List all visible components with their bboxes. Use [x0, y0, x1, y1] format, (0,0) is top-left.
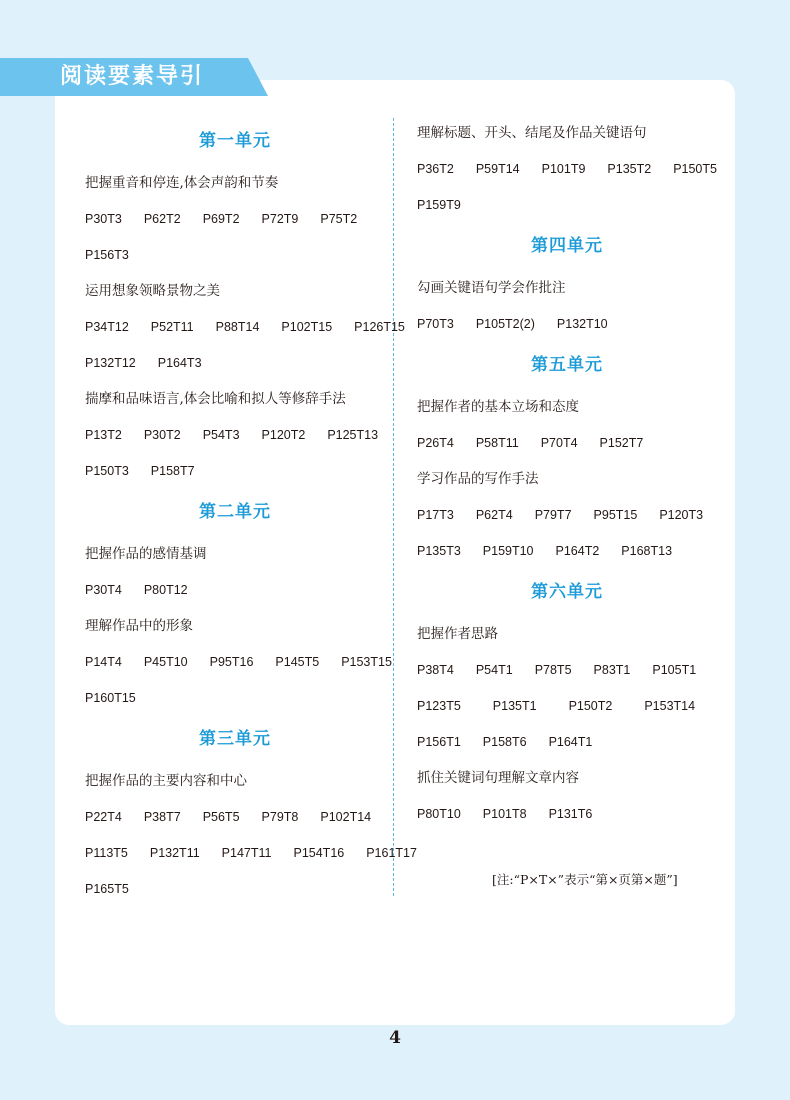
ref-code: P158T6: [482, 735, 527, 749]
section-topic: 勾画关键语句学会作批注: [417, 280, 566, 296]
ref-code: P150T5: [673, 162, 717, 176]
ref-line: [85, 309, 405, 345]
unit-block: [85, 127, 405, 489]
ref-code: P101T9: [541, 162, 586, 176]
section-topic: 理解标题、开头、结尾及作品关键语句: [417, 125, 647, 141]
ref-line: [85, 453, 385, 489]
page-title: 阅读要素导引: [60, 64, 205, 89]
ref-code: P145T5: [275, 655, 320, 669]
ref-code: P156T1: [417, 735, 461, 749]
unit-title: 第六单元: [531, 582, 603, 602]
ref-code: P95T16: [209, 655, 254, 669]
ref-line: [417, 533, 717, 569]
ref-line: [417, 306, 717, 342]
ref-code: P88T14: [215, 320, 260, 334]
ref-code: P135T3: [417, 544, 461, 558]
right-units: [417, 232, 717, 832]
unit-title: 第五单元: [531, 355, 603, 375]
unit-block: [417, 232, 717, 342]
ref-line: [417, 151, 717, 187]
ref-code: P30T2: [143, 428, 181, 442]
section-topic: 把握重音和停连,体会声韵和节奏: [85, 175, 279, 191]
footnote: [注:“P×T×”表示“第×页第×题”]: [492, 872, 678, 887]
ref-code: P22T4: [85, 810, 122, 824]
ref-line: [417, 796, 717, 832]
ref-code: P164T1: [548, 735, 593, 749]
ref-code: P58T11: [475, 436, 519, 450]
ref-code: P13T2: [85, 428, 122, 442]
ref-code: P72T9: [261, 212, 299, 226]
unit-title: 第四单元: [531, 236, 603, 256]
ref-code: P123T5: [417, 699, 461, 713]
unit-block: [85, 725, 417, 907]
ref-line: [85, 644, 392, 680]
ref-code: P120T3: [659, 508, 704, 522]
section-topic: 理解作品中的形象: [85, 618, 193, 634]
ref-code: P62T2: [143, 212, 181, 226]
ref-line: [417, 652, 717, 688]
ref-code: P160T15: [85, 691, 136, 705]
unit-block: [417, 578, 717, 832]
ref-code: P105T1: [652, 663, 697, 677]
ref-code: P153T14: [644, 699, 696, 713]
ref-code: P120T2: [261, 428, 306, 442]
ref-code: P70T3: [417, 317, 454, 331]
ref-code: P45T10: [143, 655, 188, 669]
ref-line: [85, 345, 385, 381]
ref-line: [417, 187, 717, 223]
ref-code: P125T13: [327, 428, 379, 442]
ref-line: [417, 688, 717, 724]
ref-code: P38T7: [143, 810, 181, 824]
unit-title: 第三单元: [199, 729, 271, 749]
section-topic: 抓住关键词句理解文章内容: [417, 770, 579, 786]
unit-title: 第一单元: [199, 131, 271, 151]
unit-block: [85, 498, 392, 716]
ref-code: P75T2: [320, 212, 358, 226]
ref-code: P135T1: [492, 699, 537, 713]
unit-block: [417, 351, 717, 569]
section-topic: 把握作者的基本立场和态度: [417, 399, 579, 415]
section-refs: [417, 151, 717, 223]
ref-line: [85, 237, 385, 273]
ref-code: P14T4: [85, 655, 122, 669]
ref-code: P159T9: [417, 198, 461, 212]
ref-code: P30T4: [85, 583, 122, 597]
ref-code: P159T10: [482, 544, 534, 558]
ref-code: P95T15: [593, 508, 638, 522]
ref-code: P70T4: [540, 436, 578, 450]
ref-code: P79T8: [261, 810, 299, 824]
ref-code: P36T2: [417, 162, 454, 176]
ref-line: [417, 425, 717, 461]
ref-code: P54T3: [202, 428, 240, 442]
ref-code: P102T14: [320, 810, 372, 824]
section-topic: 把握作者思路: [417, 626, 498, 642]
ref-line: [85, 572, 385, 608]
section-topic: 把握作品的主要内容和中心: [85, 773, 247, 789]
ref-code: P38T4: [417, 663, 454, 677]
ref-code: P79T7: [534, 508, 572, 522]
ref-code: P132T12: [85, 356, 136, 370]
ref-code: P17T3: [417, 508, 454, 522]
ref-code: P158T7: [150, 464, 195, 478]
ref-code: P126T15: [354, 320, 405, 334]
ref-code: P56T5: [202, 810, 240, 824]
ref-code: P152T7: [599, 436, 644, 450]
ref-code: P62T4: [475, 508, 513, 522]
ref-code: P135T2: [607, 162, 652, 176]
section-topic: 学习作品的写作手法: [417, 471, 539, 487]
right-column: [417, 115, 717, 832]
ref-code: P101T8: [482, 807, 527, 821]
ref-line: [417, 724, 717, 760]
section-topic: 揣摩和品味语言,体会比喻和拟人等修辞手法: [85, 391, 346, 407]
ref-code: P69T2: [202, 212, 240, 226]
ref-code: P78T5: [534, 663, 572, 677]
ref-line: [85, 201, 385, 237]
ref-line: [85, 835, 417, 871]
ref-code: P34T12: [85, 320, 129, 334]
ref-code: P164T2: [555, 544, 600, 558]
ref-code: P161T17: [366, 846, 417, 860]
ref-code: P153T15: [341, 655, 392, 669]
ref-code: P54T1: [475, 663, 513, 677]
ref-code: P132T11: [149, 846, 200, 860]
ref-code: P83T1: [593, 663, 631, 677]
ref-code: P80T12: [143, 583, 188, 597]
ref-code: P26T4: [417, 436, 454, 450]
ref-code: P131T6: [548, 807, 593, 821]
ref-code: P150T2: [568, 699, 613, 713]
ref-code: P102T15: [281, 320, 333, 334]
ref-code: P165T5: [85, 882, 129, 896]
ref-code: P30T3: [85, 212, 122, 226]
column-divider: [393, 118, 394, 896]
unit-title: 第二单元: [199, 502, 271, 522]
section-topic: 把握作品的感情基调: [85, 546, 207, 562]
ref-code: P156T3: [85, 248, 129, 262]
ref-line: [417, 497, 717, 533]
ref-code: P59T14: [475, 162, 520, 176]
ref-line: [85, 871, 385, 907]
section-topic: 运用想象领略景物之美: [85, 283, 220, 299]
page-number: 4: [389, 1028, 401, 1048]
ref-code: P168T13: [621, 544, 673, 558]
left-column: [85, 118, 417, 907]
ref-code: P52T11: [150, 320, 194, 334]
ref-code: P164T3: [157, 356, 202, 370]
ref-code: P132T10: [556, 317, 608, 331]
ref-code: P80T10: [417, 807, 461, 821]
ref-line: [85, 680, 385, 716]
ref-code: P150T3: [85, 464, 129, 478]
ref-code: P154T16: [293, 846, 345, 860]
ref-line: [85, 799, 385, 835]
ref-code: P105T2(2): [475, 317, 535, 331]
ref-code: P147T11: [221, 846, 272, 860]
ref-line: [85, 417, 385, 453]
ref-code: P113T5: [85, 846, 128, 860]
